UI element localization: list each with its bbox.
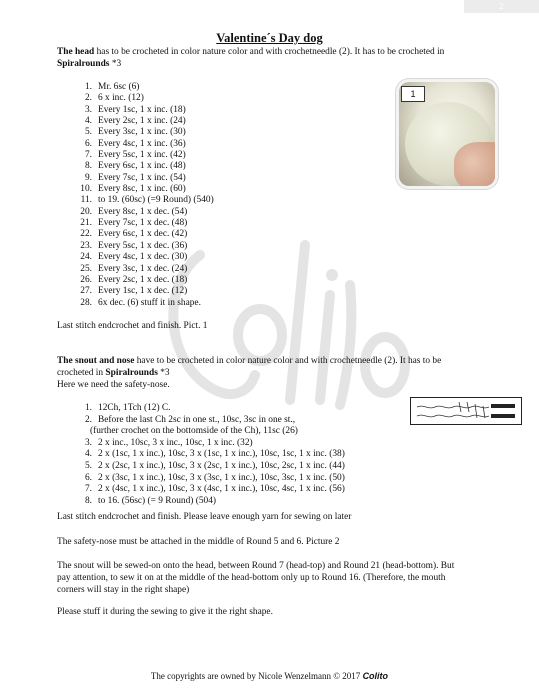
step-text: Every 6sc, 1 x dec. (42) — [98, 229, 188, 240]
hand — [454, 142, 495, 186]
snout-intro-text: have to be crocheted in color nature color and with crochetneedle (2). It has to be crocheted in — [57, 356, 442, 378]
step-text: Every 8sc, 1 x inc. (60) — [98, 184, 186, 195]
step-number: 27. — [80, 286, 92, 297]
head-intro-text: has to be crocheted in color nature color and with crochetneedle (2). It has to be crocheted in — [94, 47, 445, 57]
step-number: 22. — [80, 229, 92, 240]
head-finish-note: Last stitch endcrochet and finish. Pict. 1 — [57, 321, 208, 331]
list-item — [57, 298, 387, 309]
list-item — [57, 105, 387, 116]
step-text: 2 x (2sc, 1 x inc.), 10sc, 3 x (2sc, 1 x inc.), 10sc, 2sc, 1 x inc. (44) — [98, 460, 345, 471]
step-text: Every 5sc, 1 x dec. (36) — [98, 240, 188, 251]
step-text: 6x dec. (6) stuff it in shape. — [98, 297, 201, 308]
step-number: 5. — [84, 460, 92, 471]
step-number: 9. — [84, 172, 92, 183]
list-item — [57, 161, 387, 172]
list-item — [57, 264, 387, 275]
colito-logo-text: Colito — [362, 671, 389, 681]
step-number: 4. — [84, 116, 92, 127]
step-text: 2 x (3sc, 1 x inc.), 10sc, 3 x (3sc, 1 x inc.), 10sc, 3sc, 1 x inc. (50) — [98, 472, 345, 483]
step-number: 6. — [84, 138, 92, 149]
snout-finish-note: Last stitch endcrochet and finish. Please leave enough yarn for sewing on later — [57, 512, 352, 522]
list-item — [57, 116, 387, 127]
list-item — [57, 415, 387, 427]
step-text: Every 4sc, 1 x dec. (30) — [98, 252, 188, 263]
step-number: 26. — [80, 274, 92, 285]
step-number: 28. — [80, 297, 92, 308]
step-number: 11. — [80, 195, 92, 206]
head-intro-bold2: Spiralrounds — [57, 59, 110, 69]
chain-stitch-diagram — [410, 397, 522, 425]
step-number: 25. — [80, 263, 92, 274]
head-intro-tail: *3 — [109, 59, 122, 69]
snout-intro-bold: The snout and nose — [57, 356, 135, 366]
step-number: 8. — [84, 495, 92, 506]
step-text: Mr. 6sc (6) — [98, 82, 140, 92]
step-number: 23. — [80, 240, 92, 251]
step-text: (further crochet on the bottomside of the Ch), 11sc (26) — [90, 426, 298, 437]
step-number: 2. — [84, 414, 92, 425]
step-number: 3. — [84, 437, 92, 448]
safety-nose-note: Here we need the safety-nose. — [57, 380, 170, 390]
head-intro-bold: The head — [57, 47, 95, 57]
list-item — [57, 195, 387, 206]
step-number: 6. — [84, 472, 92, 483]
list-item — [57, 461, 387, 473]
step-number: 1. — [84, 403, 92, 413]
step-text: Every 5sc, 1 x inc. (42) — [98, 150, 186, 161]
step-number: 21. — [80, 218, 92, 229]
list-item — [57, 426, 387, 438]
step-text: Every 8sc, 1 x dec. (54) — [98, 206, 188, 217]
step-text: Every 1sc, 1 x dec. (12) — [98, 286, 188, 297]
step-number: 2. — [84, 93, 92, 104]
snout-intro-tail: *3 — [157, 368, 170, 378]
step-number: 4. — [84, 449, 92, 460]
step-text: Every 3sc, 1 x inc. (30) — [98, 127, 186, 138]
list-item — [57, 82, 387, 93]
list-item — [57, 403, 387, 415]
step-text: 2 x (4sc, 1 x inc.), 10sc, 3 x (4sc, 1 x inc.), 10sc, 4sc, 1 x inc. (56) — [98, 484, 345, 495]
list-item — [57, 241, 387, 252]
list-item — [57, 275, 387, 286]
list-item — [57, 173, 387, 184]
page-title: Valentine´s Day dog — [216, 31, 323, 45]
snout-intro-bold2: Spiralrounds — [105, 368, 158, 378]
head-intro — [57, 46, 477, 70]
step-text: to 16. (56sc) (= 9 Round) (504) — [98, 495, 217, 506]
list-item — [57, 207, 387, 218]
step-text: Every 2sc, 1 x inc. (24) — [98, 116, 186, 127]
list-item — [57, 218, 387, 229]
step-number: 3. — [84, 104, 92, 115]
list-item — [57, 139, 387, 150]
list-item — [57, 127, 387, 138]
step-text: 2 x (1sc, 1 x inc.), 10sc, 3 x (1sc, 1 x inc.), 10sc, 1sc, 1 x inc. (38) — [98, 449, 345, 460]
head-steps-list — [57, 82, 387, 309]
step-text: Every 2sc, 1 x dec. (18) — [98, 274, 188, 285]
step-number: 7. — [84, 484, 92, 495]
list-item — [57, 484, 387, 496]
stuffing-note: Please stuff it during the sewing to give it the right shape. — [57, 607, 273, 617]
list-item — [57, 184, 387, 195]
list-item — [57, 150, 387, 161]
step-text: Every 4sc, 1 x inc. (36) — [98, 138, 186, 149]
snout-intro — [57, 355, 477, 379]
snout-steps-list — [57, 403, 387, 507]
step-number: 24. — [80, 252, 92, 263]
copyright-footer — [0, 671, 539, 681]
step-number: 7. — [84, 150, 92, 161]
list-item — [57, 496, 387, 508]
list-item — [57, 252, 387, 263]
step-text: 2 x inc., 10sc, 3 x inc., 10sc, 1 x inc. (32) — [98, 437, 253, 448]
copyright-text: The copyrights are owned by Nicole Wenzelmann © 2017 — [150, 671, 363, 681]
step-text: to 19. (60sc) (=9 Round) (540) — [98, 195, 214, 206]
list-item — [57, 229, 387, 240]
list-item — [57, 449, 387, 461]
step-text: Every 7sc, 1 x dec. (48) — [98, 218, 188, 229]
step-number: 5. — [84, 127, 92, 138]
step-text: Every 3sc, 1 x dec. (24) — [98, 263, 188, 274]
snout-sewing-instructions: The snout will be sewed-on onto the head, between Round 7 (head-top) and Round 21 (head-bottom). But pay attention, to sew it on at the middle of the head-bottom only up to Round 16. (Therefore, the mouth corners will stay in the right shape) — [57, 561, 455, 595]
list-item — [57, 286, 387, 297]
page-number: 2 — [464, 0, 539, 13]
picture-1-label: 1 — [401, 86, 425, 102]
step-number: 20. — [80, 206, 92, 217]
list-item — [57, 473, 387, 485]
safety-nose-placement: The safety-nose must be attached in the middle of Round 5 and 6. Picture 2 — [57, 537, 340, 547]
step-text: Every 1sc, 1 x inc. (18) — [98, 104, 186, 115]
step-number: 8. — [84, 161, 92, 172]
list-item — [57, 93, 387, 104]
step-text: 12Ch, 1Tch (12) C. — [98, 403, 171, 413]
step-text: Every 6sc, 1 x inc. (48) — [98, 161, 186, 172]
list-item — [57, 438, 387, 450]
step-text: Before the last Ch 2sc in one st., 10sc, 3sc in one st., — [98, 414, 296, 425]
step-number: 10. — [80, 184, 92, 195]
step-number: 1. — [84, 82, 92, 92]
step-text: Every 7sc, 1 x inc. (54) — [98, 172, 186, 183]
step-text: 6 x inc. (12) — [98, 93, 144, 104]
